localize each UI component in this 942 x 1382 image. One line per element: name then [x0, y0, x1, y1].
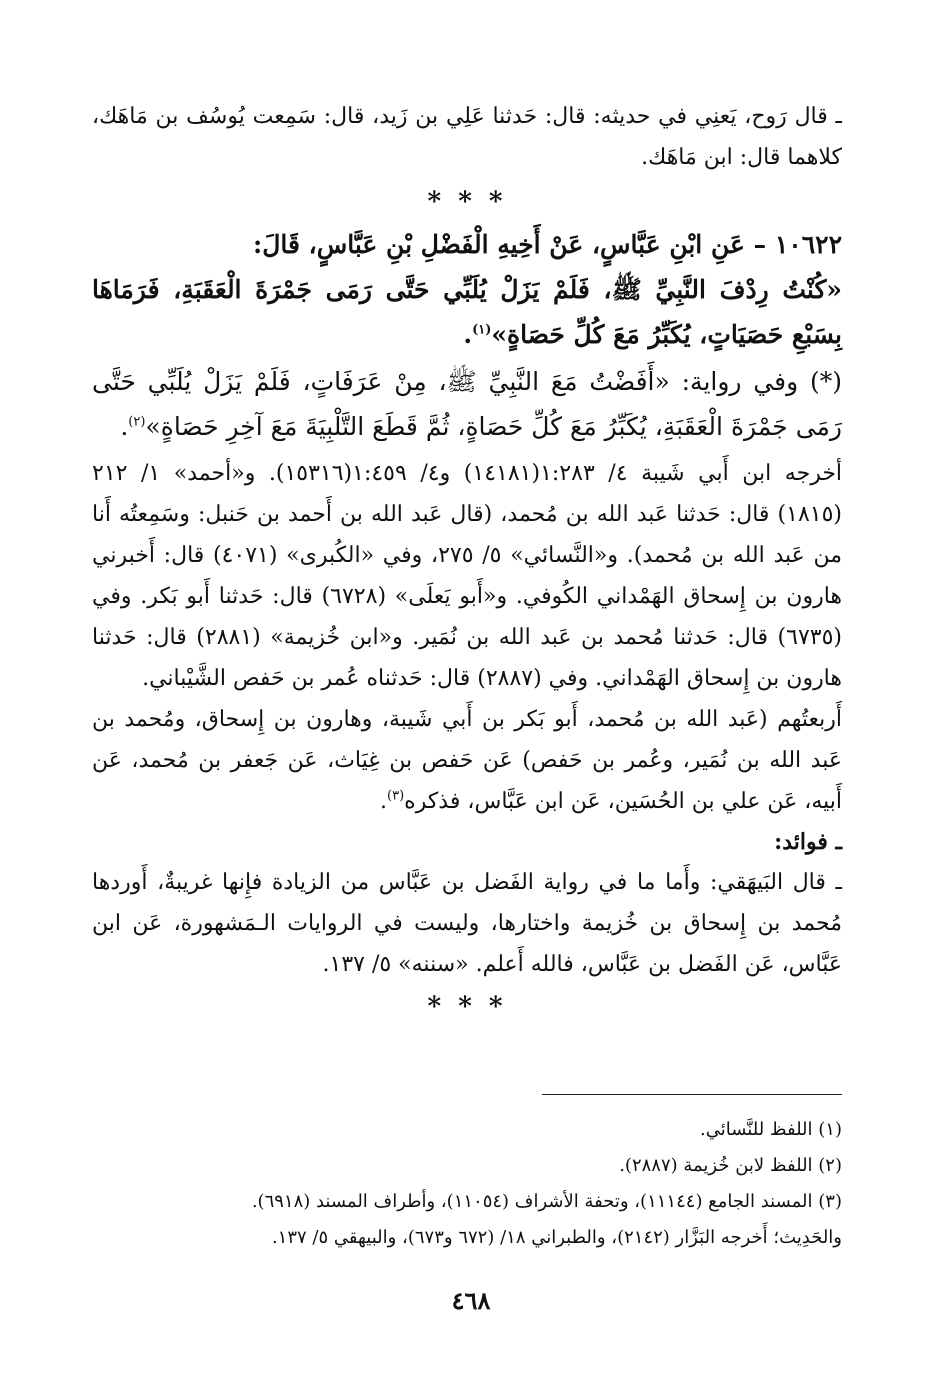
fawaid-heading: ـ فوائد:: [774, 829, 842, 855]
footnote-1: (١) اللفظ للنَّسائي.: [700, 1119, 842, 1140]
footnote-divider: [542, 1094, 842, 1095]
footnote-2: (٢) اللفظ لابن خُزيمة (٢٨٨٧).: [619, 1155, 842, 1176]
footnotes-section: [92, 1112, 842, 1256]
intro-paragraph: ـ قال رَوح، يَعنِي في حديثه: قال: حَدثنا عَلِي بن زَيد، قال: سَمِعت يُوسُف بن مَاهَك، كلاهما قال: ابن مَاهَك.: [92, 104, 842, 170]
hadith-header: [92, 222, 842, 267]
footnote-ref-2[interactable]: (٢): [128, 414, 146, 430]
riwaya-paragraph: (*) وفي رواية: «أَفَضْتُ مَعَ النَّبِيِّ ﷺ، مِنْ عَرَفَاتٍ، فَلَمْ يَزَلْ يُلَبِّي حَتَّى رَمَى جَمْرَةَ الْعَقَبَةِ، يُكَبِّرُ مَعَ كُلِّ حَصَاةٍ، ثُمَّ قَطَعَ التَّلْبِيَةَ مَعَ آخِرِ حَصَاةٍ»$^{(٢)}$.: [92, 367, 842, 441]
footnote-ref-1[interactable]: (١): [472, 322, 492, 338]
footnote-ref-3[interactable]: (٣): [387, 788, 405, 804]
footnote-3-continued: والحَدِيث؛ أَخرجه البَزَّار (٢١٤٢)، والطبراني ١٨/ (٦٧٢ و٦٧٣)، والبيهقي ٥/ ١٣٧.: [271, 1227, 842, 1248]
hadith-isnad: عَنِ ابْنِ عَبَّاسٍ، عَنْ أَخِيهِ الْفَضْلِ بْنِ عَبَّاسٍ، قَالَ:: [253, 230, 745, 259]
takhrij-paragraph-1: أخرجه ابن أَبي شَيبة ٤/ ١:٢٨٣(١٤١٨١) و٤/ ١:٤٥٩(١٥٣١٦). و«أحمد» ١/ ٢١٢ (١٨١٥) قال: حَدثنا عَبد الله بن مُحمد، (قال عَبد الله بن أَحمد بن حَنبل: وسَمِعتُه أَنا من عَبد الله بن مُحمد). و«النَّسائي» ٥/ ٢٧٥، وفي «الكُبرى» (٤٠٧١) قال: أَخبرني هارون بن إِسحاق الهَمْداني الكُوفي. و«أَبو يَعلَى» (٦٧٢٨) قال: حَدثنا أَبو بَكر. وفي (٦٧٣٥) قال: حَدثنا مُحمد بن عَبد الله بن نُمَير. و«ابن خُزيمة» (٢٨٨١) قال: حَدثنا هارون بن إِسحاق الهَمْداني. وفي (٢٨٨٧) قال: حَدثناه عُمر بن حَفص الشَّيْباني.: [92, 461, 843, 691]
hadith-matn-text: «كُنْتُ رِدْفَ النَّبِيِّ ﷺ، فَلَمْ يَزَلْ يُلَبِّي حَتَّى رَمَى جَمْرَةَ الْعَقَبَةِ، فَرَمَاهَا بِسَبْعِ حَصَيَاتٍ، يُكَبِّرُ مَعَ كُلِّ حَصَاةٍ»: [92, 275, 842, 349]
hadith-number: ١٠٦٢٢ –: [753, 230, 842, 259]
separator-top: * * *: [427, 187, 507, 217]
separator-bottom: * * *: [427, 992, 507, 1022]
page-body: [92, 96, 842, 1025]
takhrij-p2-text: أَربعتُهم (عَبد الله بن مُحمد، أَبو بَكر بن أَبي شَيبة، وهارون بن إِسحاق، ومُحمد بن عَبد الله بن نُمَير، وعُمر بن حَفص) عَن حَفص بن غِيَاث، عَن جَعفر بن مُحمد، عَن أَبيه، عَن علي بن الحُسَين، عَن ابن عَبَّاس، فذكره: [92, 707, 842, 814]
hadith-matn: «كُنْتُ رِدْفَ النَّبِيِّ ﷺ، فَلَمْ يَزَلْ يُلَبِّي حَتَّى رَمَى جَمْرَةَ الْعَقَبَةِ، فَرَمَاهَا بِسَبْعِ حَصَيَاتٍ، يُكَبِّرُ مَعَ كُلِّ حَصَاةٍ»$^{(١)}$.: [92, 275, 842, 349]
footnote-3: (٣) المسند الجامع (١١١٤٤)، وتحفة الأشراف (١١٠٥٤)، وأطراف المسند (٦٩١٨).: [251, 1191, 842, 1212]
fawaid-paragraph: ـ قال البَيهَقي: وأَما ما في رواية الفَضل بن عَبَّاس من الزيادة فإِنها غريبةٌ، أَوردها مُحمد بن إِسحاق بن خُزيمة واختارها، وليست في الروايات الـمَشهورة، عَن ابن عَبَّاس، عَن الفَضل بن عَبَّاس، فالله أَعلم. «سننه» ٥/ ١٣٧.: [92, 870, 842, 977]
riwaya-text: (*) وفي رواية: «أَفَضْتُ مَعَ النَّبِيِّ ﷺ، مِنْ عَرَفَاتٍ، فَلَمْ يَزَلْ يُلَبِّي حَتَّى رَمَى جَمْرَةَ الْعَقَبَةِ، يُكَبِّرُ مَعَ كُلِّ حَصَاةٍ، ثُمَّ قَطَعَ التَّلْبِيَةَ مَعَ آخِرِ حَصَاةٍ»: [92, 367, 842, 441]
takhrij-paragraph-2: أَربعتُهم (عَبد الله بن مُحمد، أَبو بَكر بن أَبي شَيبة، وهارون بن إِسحاق، ومُحمد بن عَبد الله بن نُمَير، وعُمر بن حَفص) عَن حَفص بن غِيَاث، عَن جَعفر بن مُحمد، عَن أَبيه، عَن علي بن الحُسَين، عَن ابن عَبَّاس، فذكره$^{(٣)}$.: [92, 707, 842, 814]
page-number: ٤٦٨: [451, 1286, 491, 1315]
